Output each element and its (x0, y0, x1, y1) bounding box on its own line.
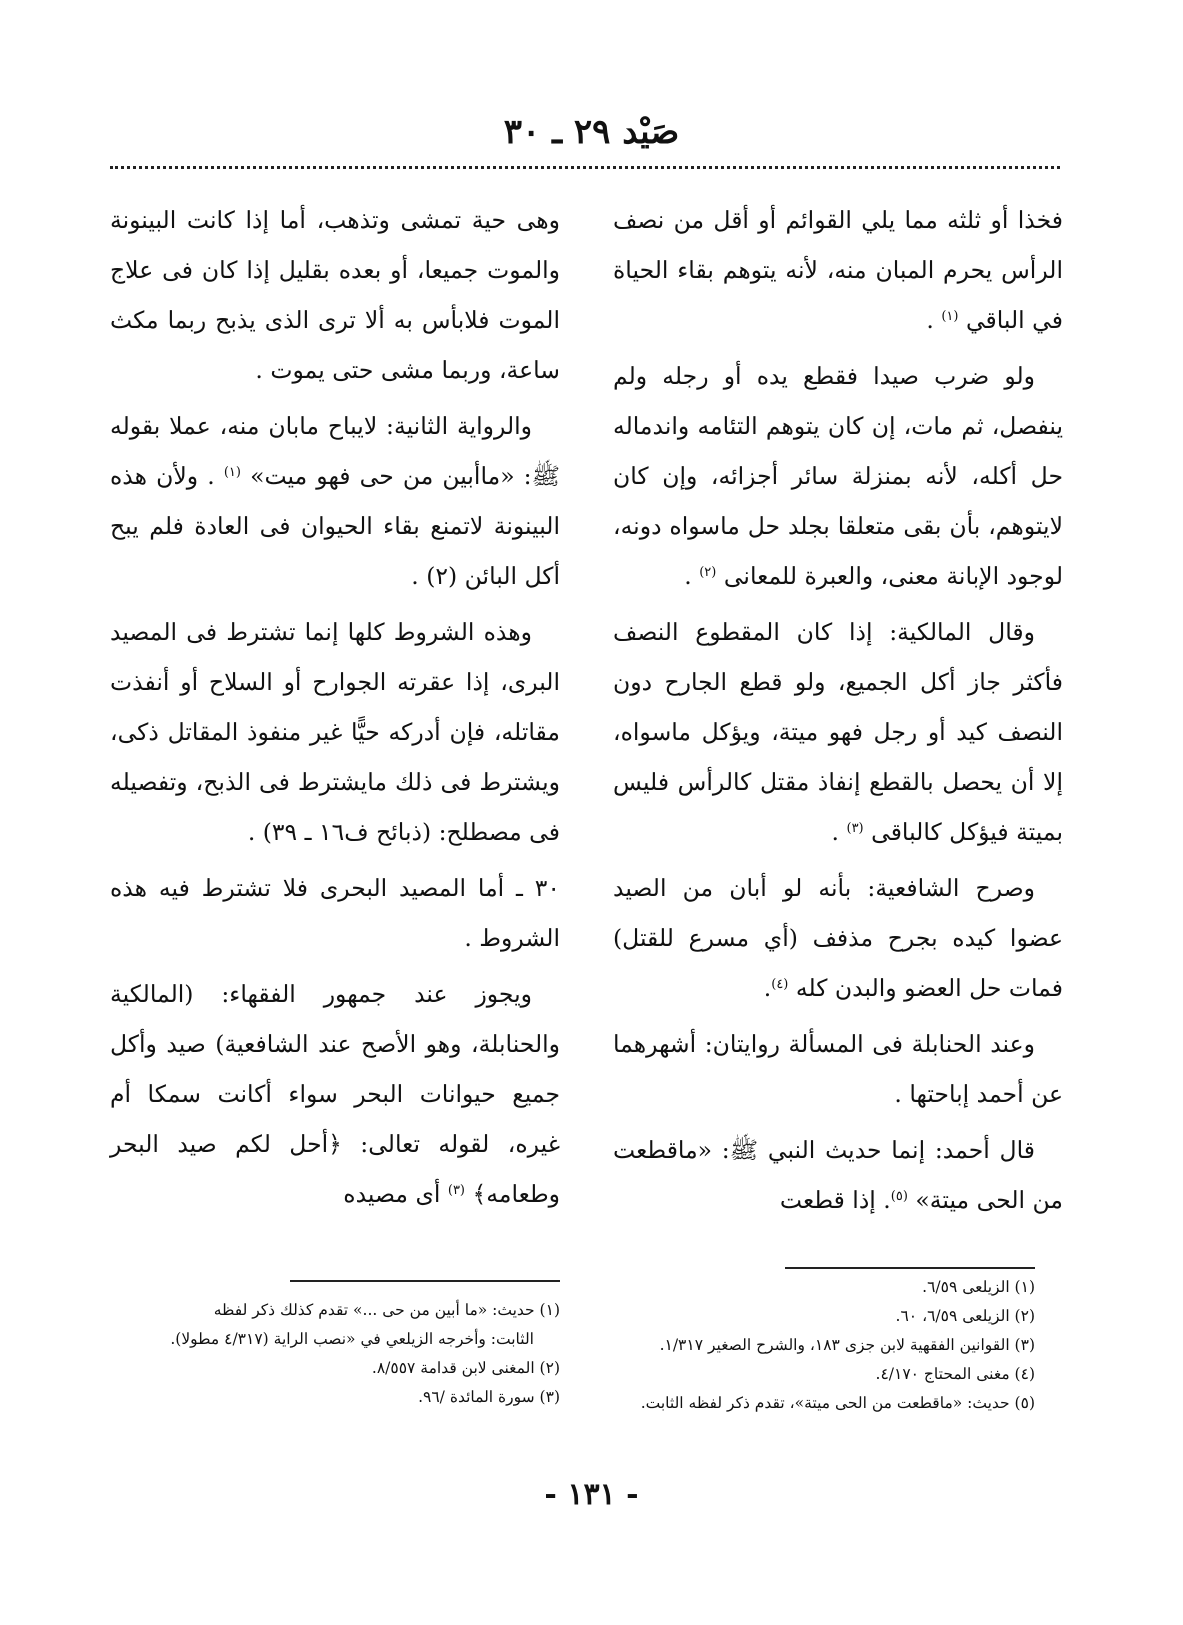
footnotes-left (140, 1296, 560, 1412)
footnote: الثابت: وأخرجه الزيلعي في «نصب الراية (٤/٣١٧ مطولا). (170, 1330, 534, 1348)
page-number: - ١٣١ - (544, 1477, 639, 1512)
footnote: (٣) سورة المائدة /٩٦. (418, 1388, 560, 1406)
left-column (110, 195, 560, 1225)
paragraph: وقال المالكية: إذا كان المقطوع النصف فأكثر جاز أكل الجميع، ولو قطع الجارح دون النصف كيد أو رجل فهو ميتة، ويؤكل ماسواه، إلا أن يحصل بالقطع إنفاذ مقتل كالرأس فليس بميتة فيؤكل كالباقى $^{(٣)}$ . (613, 618, 1063, 846)
footnote: (٤) مغنى المحتاج ٤/١٧٠. (875, 1365, 1035, 1383)
paragraph: فخذا أو ثلثه مما يلي القوائم أو أقل من نصف الرأس يحرم المبان منه، لأنه يتوهم بقاء الحياة في الباقي $^{(١)}$ . (613, 206, 1063, 334)
footnote-rule (290, 1280, 560, 1282)
paragraph: ٣٠ ـ أما المصيد البحرى فلا تشترط فيه هذه الشروط . (110, 874, 560, 952)
footnote: (١) الزيلعى ٦/٥٩. (922, 1278, 1035, 1296)
paragraph: قال أحمد: إنما حديث النبي ﷺ: «ماقطعت من الحى ميتة» $^{(٥)}$. إذا قطعت (613, 1136, 1063, 1214)
footnote: (٥) حديث: «ماقطعت من الحى ميتة»، تقدم ذكر لفظه الثابت. (640, 1394, 1035, 1412)
footnote: (٣) القوانين الفقهية لابن جزى ١٨٣، والشرح الصغير ١/٣١٧. (659, 1336, 1035, 1354)
header-dotted-rule (110, 166, 1060, 169)
page-header: صَيْد ٢٩ ـ ٣٠ (503, 112, 680, 152)
footnote-rule (785, 1267, 1035, 1269)
footnote: (٢) المغنى لابن قدامة ٨/٥٥٧. (371, 1359, 560, 1377)
paragraph: وهى حية تمشى وتذهب، أما إذا كانت البينونة والموت جميعا، أو بعده بقليل إذا كان فى علاج الموت فلابأس به ألا ترى الذى يذبح ربما مكث ساعة، وربما مشى حتى يموت . (110, 206, 560, 384)
paragraph: وصرح الشافعية: بأنه لو أبان من الصيد عضوا كيده بجرح مذفف (أي مسرع للقتل) فمات حل العضو والبدن كله $^{(٤)}$. (613, 874, 1063, 1002)
right-column (613, 195, 1063, 1231)
paragraph: وعند الحنابلة فى المسألة روايتان: أشهرهما عن أحمد إباحتها . (613, 1030, 1063, 1108)
footnote: (١) حديث: «ما أبين من حى ...» تقدم كذلك ذكر لفظه (213, 1301, 560, 1319)
footnote: (٢) الزيلعى ٦/٥٩، ٦٠. (895, 1307, 1035, 1325)
paragraph: ولو ضرب صيدا فقطع يده أو رجله ولم ينفصل، ثم مات، إن كان يتوهم التئامه واندماله حل أكله، لأنه بمنزلة سائر أجزائه، وإن كان لايتوهم، بأن بقى متعلقا بجلد حل ماسواه دونه، لوجود الإبانة معنى، والعبرة للمعانى $^{(٢)}$ . (613, 362, 1063, 590)
paragraph: والرواية الثانية: لايباح مابان منه، عملا بقوله ﷺ: «ماأبين من حى فهو ميت» $^{(١)}$ . ولأن هذه البينونة لاتمنع بقاء الحيوان فى العادة فلم يبح أكل البائن (٢) . (110, 412, 560, 590)
paragraph: وهذه الشروط كلها إنما تشترط فى المصيد البرى، إذا عقرته الجوارح أو السلاح أو أنفذت مقاتله، فإن أدركه حيًّا غير منفوذ المقاتل ذكى، ويشترط فى ذلك مايشترط فى الذبح، وتفصيله فى مصطلح: (ذبائح ف١٦ ـ ٣٩) . (110, 618, 560, 846)
footnotes-right (605, 1273, 1035, 1418)
paragraph: ويجوز عند جمهور الفقهاء: (المالكية والحنابلة، وهو الأصح عند الشافعية) صيد وأكل جميع حيوانات البحر سواء أكانت سمكا أم غيره، لقوله تعالى: ﴿أحل لكم صيد البحر وطعامه﴾ $^{(٣)}$ أى مصيده (110, 980, 560, 1208)
